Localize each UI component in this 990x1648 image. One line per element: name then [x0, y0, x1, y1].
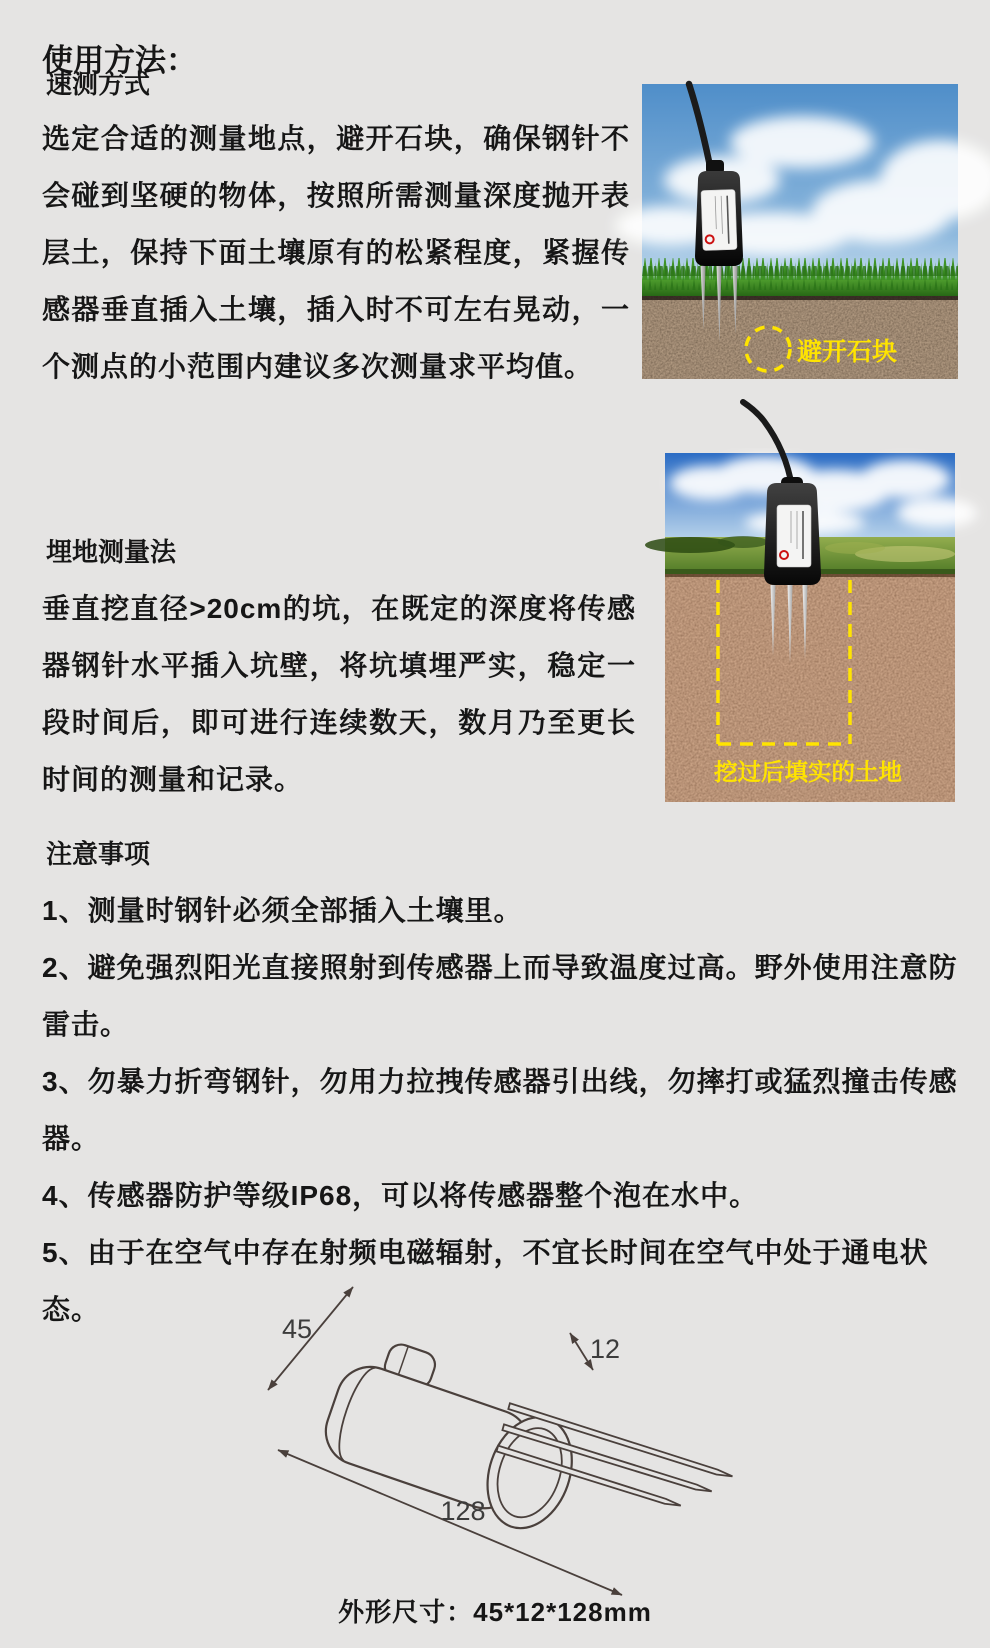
section-heading-notes: 注意事项 [46, 839, 151, 869]
sensor-housing-outline [314, 1329, 735, 1539]
sensor-outline-drawing [245, 1280, 750, 1605]
dimension-drawing [245, 1280, 750, 1605]
soil-edge [642, 296, 958, 300]
sensor-label [777, 505, 811, 567]
page-title: 使用方法： [42, 42, 197, 78]
dimensions-caption: 外形尺寸：45*12*128mm [338, 1597, 652, 1627]
photo-buried-measure-scene [665, 453, 955, 802]
section-heading-buried-measure: 埋地测量法 [46, 537, 177, 567]
refilled-pit-label: 挖过后填实的土地 [714, 759, 902, 785]
note-item-5: 5、由于在空气中存在射频电磁辐射，不宜长时间在空气中处于通电状态。 [42, 1237, 929, 1325]
note-item-1: 1、测量时钢针必须全部插入土壤里。 [42, 895, 523, 926]
dim-label-12: 12 [589, 1334, 621, 1364]
buried-scene-illustration [665, 453, 955, 802]
note-item-2: 2、避免强烈阳光直接照射到传感器上而导致温度过高。野外使用注意防雷击。 [42, 952, 958, 1040]
dim-label-45: 45 [281, 1314, 313, 1344]
notes-list [42, 882, 968, 1338]
sensor-label [701, 189, 737, 250]
note-item-3: 3、勿暴力折弯钢针，勿用力拉拽传感器引出线，勿摔打或猛烈撞击传感器。 [42, 1066, 958, 1154]
section-heading-quick-measure: 速测方式 [46, 69, 151, 99]
field-scene-illustration [642, 84, 958, 379]
avoid-stones-label: 避开石块 [797, 338, 898, 366]
photo-quick-measure-scene [642, 84, 958, 379]
paragraph-quick-measure: 选定合适的测量地点，避开石块，确保钢针不会碰到坚硬的物体，按照所需测量深度抛开表层土，保持下面土壤原有的松紧程度，紧握传感器垂直插入土壤，插入时不可左右晃动，一个测点的小范围内建议多次测量求平均值。 [42, 123, 630, 382]
dim-label-128: 128 [440, 1496, 486, 1526]
paragraph-buried-measure: 垂直挖直径>20cm的坑，在既定的深度将传感器钢针水平插入坑壁，将坑填埋严实，稳定一段时间后，即可进行连续数天，数月乃至更长时间的测量和记录。 [42, 593, 636, 795]
note-item-4: 4、传感器防护等级IP68，可以将传感器整个泡在水中。 [42, 1180, 759, 1211]
light-field-patch [825, 542, 885, 554]
grass-blades-dark [642, 266, 958, 290]
tree-line [718, 536, 768, 548]
